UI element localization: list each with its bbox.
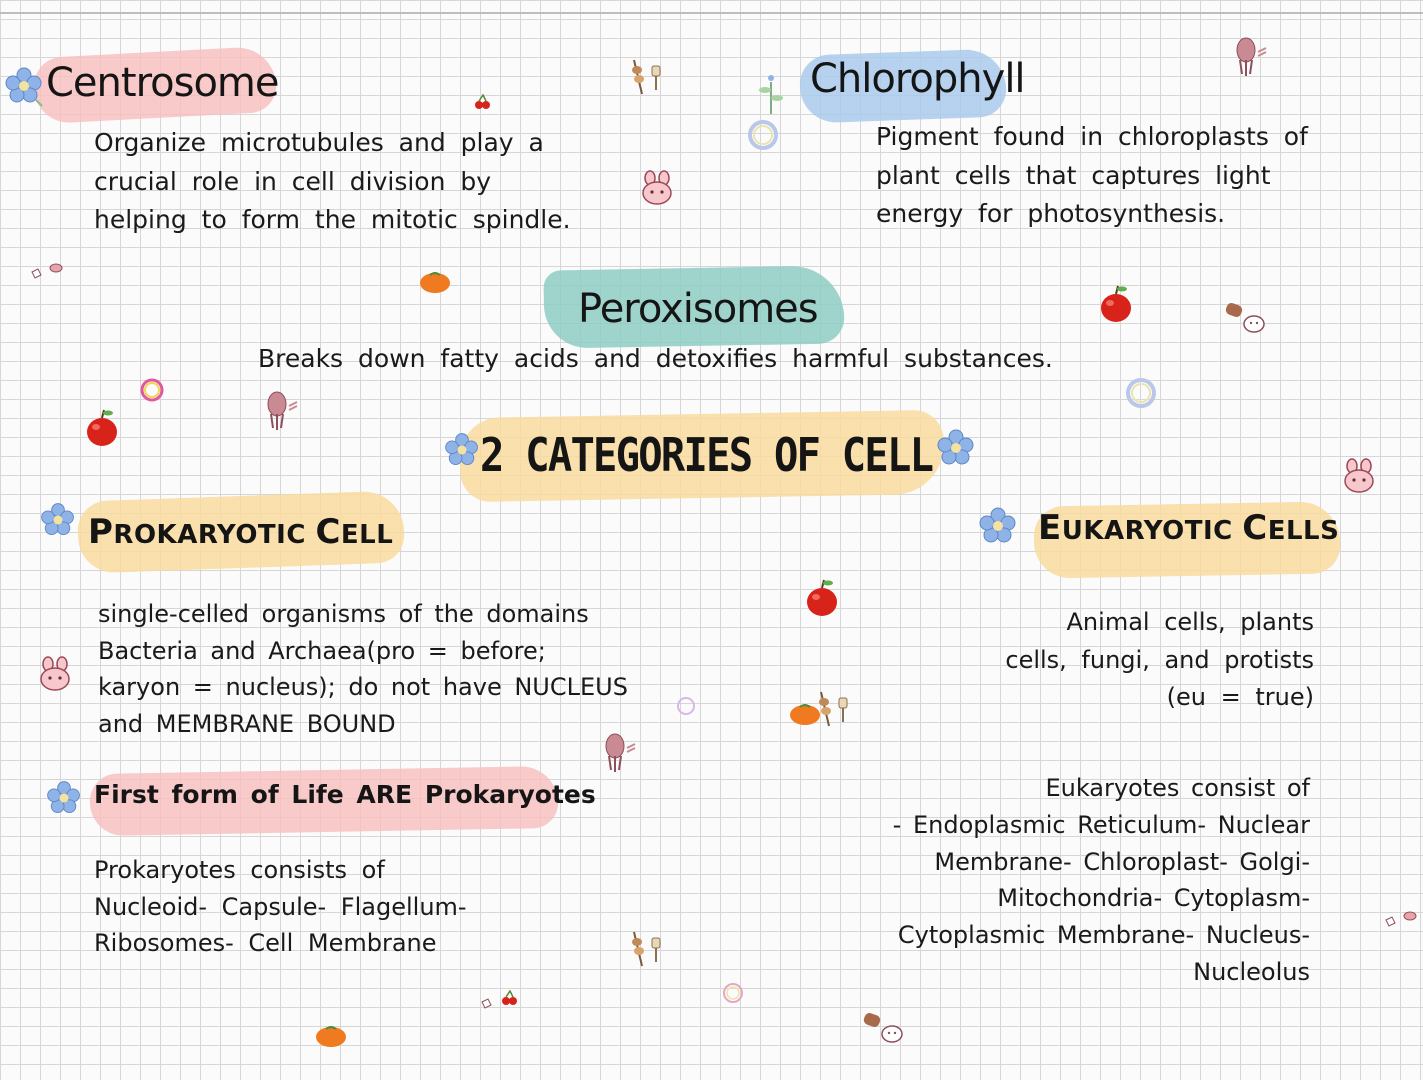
apple-icon xyxy=(1098,284,1134,328)
ring-icon xyxy=(674,694,698,722)
eukaryotic-description xyxy=(914,604,1314,717)
text-line: plant cells that captures light xyxy=(876,160,1271,190)
text-line: helping to form the mitotic spindle. xyxy=(94,205,571,234)
skewer-icon xyxy=(626,930,666,972)
title-rest: ROKARYOTIC xyxy=(113,520,316,550)
dango-icon xyxy=(862,1010,906,1050)
text-line: crucial role in cell division by xyxy=(94,166,492,196)
centrosome-title: Centrosome xyxy=(46,60,279,106)
squid-icon xyxy=(600,732,640,780)
title-rest: ELLS xyxy=(1267,516,1340,546)
flower-icon xyxy=(442,430,482,474)
apple-icon xyxy=(804,578,840,622)
prokaryotic-title xyxy=(88,512,393,552)
chlorophyll-title: Chlorophyll xyxy=(810,56,1025,102)
bunny-icon xyxy=(38,656,72,696)
flower-icon xyxy=(934,426,978,474)
skewer-icon xyxy=(626,58,666,100)
categories-title: 2 CATEGORIES OF CELL xyxy=(480,428,933,482)
flower-icon xyxy=(2,64,46,112)
squid-icon xyxy=(1234,36,1268,84)
peroxisomes-title: Peroxisomes xyxy=(578,286,818,332)
text-line: Membrane- Chloroplast- Golgi- xyxy=(934,847,1310,876)
ring-icon xyxy=(720,980,746,1010)
text-line: Bacteria and Archaea(pro = before; xyxy=(98,636,546,665)
top-border xyxy=(0,12,1423,14)
text-line: Cytoplasmic Membrane- Nucleus- xyxy=(897,921,1310,950)
candy-icon xyxy=(1382,908,1420,934)
title-initial: P xyxy=(88,512,114,552)
orange-icon xyxy=(418,268,452,298)
text-line: Nucleolus xyxy=(1193,957,1310,986)
cherry-icon xyxy=(500,990,520,1010)
dango-icon xyxy=(1224,300,1268,340)
text-line: karyon = nucleus); do not have NUCLEUS xyxy=(98,673,628,701)
prokaryotic-description xyxy=(98,596,718,742)
text-line: - Endoplasmic Reticulum- Nuclear xyxy=(892,810,1310,839)
title-initial: C xyxy=(315,512,341,552)
squid-icon xyxy=(262,390,302,438)
text-line: Animal cells, plants xyxy=(1066,608,1314,636)
eukaryotic-title xyxy=(1038,508,1339,548)
text-line: Pigment found in chloroplasts of xyxy=(876,122,1308,151)
text-line: single-celled organisms of the domains xyxy=(98,600,589,628)
apple-icon xyxy=(84,408,120,452)
text-line: cells, fungi, and protists xyxy=(1005,645,1314,674)
orange-icon xyxy=(314,1022,348,1052)
title-initial: E xyxy=(1038,508,1062,548)
text-line: (eu = true) xyxy=(1166,683,1314,711)
text-line: energy for photosynthesis. xyxy=(876,199,1226,228)
candy-icon xyxy=(478,994,496,1014)
cherry-icon xyxy=(474,94,492,114)
bunny-icon xyxy=(640,170,674,210)
flower-icon xyxy=(42,778,86,822)
text-line: Ribosomes- Cell Membrane xyxy=(94,929,437,957)
centrosome-description xyxy=(94,124,614,240)
candy-icon xyxy=(28,260,66,286)
first-form-statement: First form of Life ARE Prokaryotes xyxy=(94,780,596,809)
ring-icon xyxy=(746,118,780,156)
title-rest: ELL xyxy=(340,520,394,550)
eukaryotic-components xyxy=(850,770,1310,991)
flower-icon xyxy=(976,504,1020,552)
chlorophyll-description xyxy=(876,118,1376,234)
prokaryotic-components xyxy=(94,852,654,962)
text-line: Organize microtubules and play a xyxy=(94,128,544,157)
text-line: Eukaryotes consist of xyxy=(1045,774,1310,802)
ring-icon xyxy=(1124,376,1158,414)
sprout-icon xyxy=(756,70,786,118)
skewer-icon xyxy=(810,690,856,732)
title-initial: C xyxy=(1242,508,1268,548)
text-line: Prokaryotes consists of xyxy=(94,856,385,884)
title-rest: UKARYOTIC xyxy=(1061,516,1243,546)
peroxisomes-description: Breaks down fatty acids and detoxifies harmful substances. xyxy=(258,344,1053,373)
text-line: Mitochondria- Cytoplasm- xyxy=(997,884,1310,913)
text-line: Nucleoid- Capsule- Flagellum- xyxy=(94,892,467,921)
text-line: and MEMBRANE BOUND xyxy=(98,709,396,738)
bunny-icon xyxy=(1342,458,1376,498)
flower-icon xyxy=(38,500,78,544)
ring-icon xyxy=(138,376,166,408)
